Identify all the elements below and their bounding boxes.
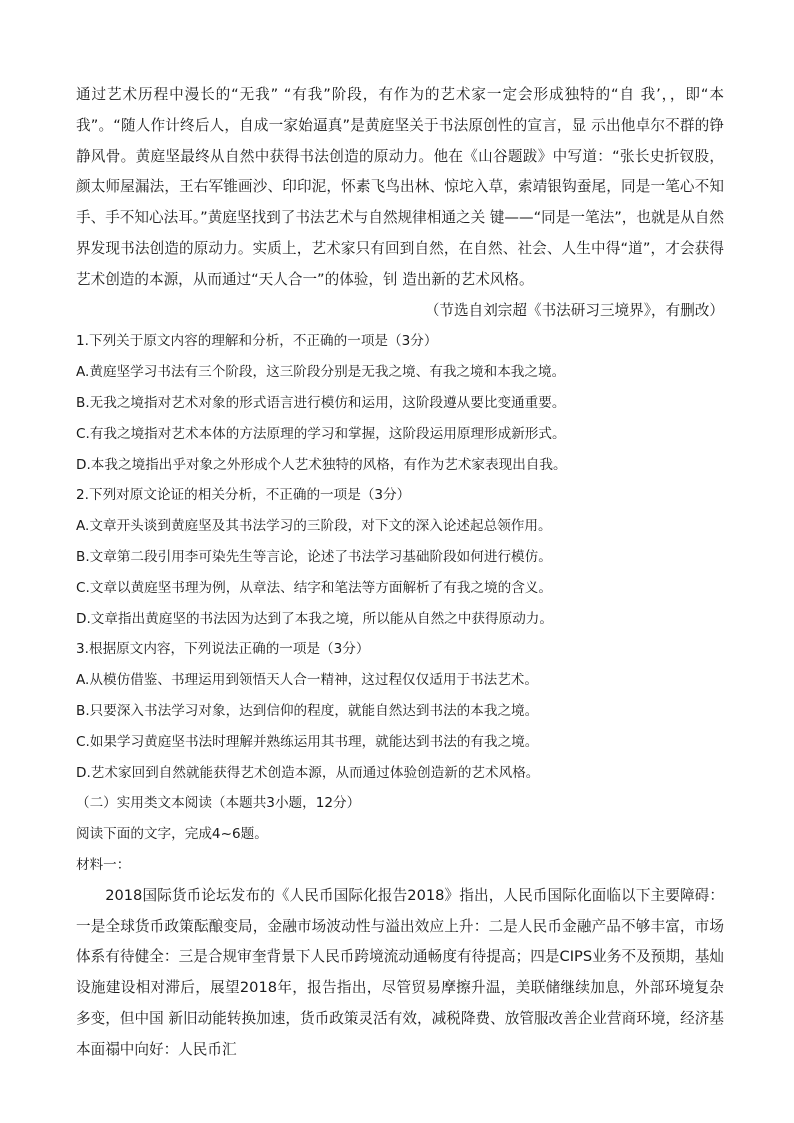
- option-b: B.文章第二段引用李可染先生等言论，论述了书法学习基础阶段如何进行模仿。: [76, 548, 552, 565]
- question-stem: 1.下列关于原文内容的理解和分析，不正确的一项是（3分）: [76, 333, 438, 350]
- section-heading: （二）实用类文本阅读（本题共3小题，12分）: [76, 795, 361, 812]
- question-stem: 3.根据原文内容，下列说法正确的一项是（3分）: [76, 641, 370, 658]
- option-b: B.只要深入书法学习对象，达到信仰的程度，就能自然达到书法的本我之境。: [76, 702, 539, 719]
- material-paragraph: 2018国际货币论坛发布的《人民币国际化报告2018》指出，人民币国际化面临以下主要障碍：一是全球货币政策酝酿变局，金融市场波动性与溢出效应上升：二是人民币金融产品不够丰富，市场体系有待健全：三是合规审奎背景下人民币跨境流动通畅度有待提高；四是CIPS业务不及预期，基灿设施建设相对滞后，展望2018年，报告指出，尽管贸易摩擦升温，美联储继续加息，外部环境复杂多变，但中国 新旧动能转换加速，货币政策灵活有效，减税降费、放管服改善企业营商环境，经济基本面禢中向好：人民币汇: [76, 886, 724, 1058]
- material-label: 材料一：: [76, 856, 131, 873]
- option-d: D.艺术家回到自然就能获得艺术创造本源，从而通过体验创造新的艺术风格。: [76, 764, 540, 781]
- option-a: A.黄庭坚学习书法有三个阶段，这三阶段分别是无我之境、有我之境和本我之境。: [76, 364, 566, 381]
- source-citation: （节选自刘宗超《书法研习三境界》，有删改）: [424, 301, 724, 319]
- option-d: D.本我之境指出乎对象之外形成个人艺术独特的风格，有作为艺术家表现出自我。: [76, 456, 567, 473]
- option-c: C.文章以黄庭坚书理为例，从章法、结字和笔法等方面解析了有我之境的含义。: [76, 579, 552, 596]
- body-paragraph: 通过艺术历程中漫长的“无我” “有我”阶段，有作为的艺术家一定会形成独特的“自 我’，，即“本我”。“随人作计终后人，自成一家始逼真”是黄庭坚关于书法原创性的宣言，显 示出他卓尔不群的铮静风骨。黄庭坚最终从自然中获得书法创造的原动力。他在《山谷题跋》中写道：“张长史折钗股，颜太师屋漏法，王右军锥画沙、印印泥，怀素飞鸟出林、惊坨入草，索靖银钩蚕尾，同是一笔心不知手、手不知心法耳。”黄庭坚找到了书法艺术与自然规律相通之关 键——“同是一笔法”，也就是从自然界发现书法创造的原动力。实质上，艺术家只有回到自然，在自然、社会、人生中得“道”，才会获得艺术创造的本源，从而通过“天人合一”的体验，钊 造出新的艺术风格。: [76, 86, 724, 288]
- document-page: [76, 80, 724, 1066]
- option-d: D.文章指出黄庭坚的书法因为达到了本我之境，所以能从自然之中获得原动力。: [76, 610, 553, 627]
- option-c: C.如果学习黄庭坚书法时理解并熟练运用其书理，就能达到书法的有我之境。: [76, 733, 539, 750]
- option-a: A.文章开头谈到黄庭坚及其书法学习的三阶段，对下文的深入论述起总领作用。: [76, 518, 552, 535]
- option-a: A.从模仿借鉴、书理运用到领悟天人合一精神，这过程仅仅适用于书法艺术。: [76, 672, 538, 689]
- question-2: [76, 480, 724, 634]
- question-3: [76, 634, 724, 788]
- question-1: [76, 326, 724, 480]
- instruction: 阅读下面的文字，完成4~6题。: [76, 826, 268, 843]
- option-c: C.有我之境指对艺术本体的方法原理的学习和掌握，这阶段运用原理形成新形式。: [76, 425, 566, 442]
- option-b: B.无我之境指对艺术对象的形式语言进行模仿和运用，这阶段遵从要比变通重要。: [76, 394, 566, 411]
- question-stem: 2.下列对原文论证的相关分析，不正确的一项是（3分）: [76, 487, 411, 504]
